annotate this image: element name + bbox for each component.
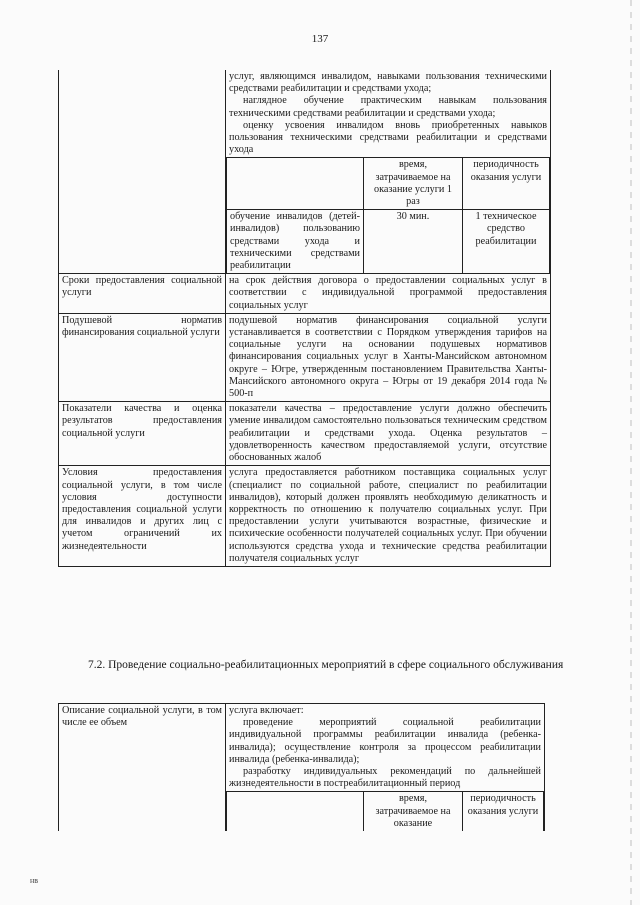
inner-header-empty — [227, 158, 364, 210]
row-label: Показатели качества и оценка результатов предоставления социальной услуги — [59, 402, 226, 466]
table-row-continuation — [59, 70, 551, 274]
row-label: Подушевой норматив финансирования социальной услуги — [59, 313, 226, 401]
section-heading — [40, 658, 580, 672]
table-row — [59, 402, 551, 466]
section-heading-text: 7.2. Проведение социально-реабилитационных мероприятий в сфере социального обслуживания — [88, 659, 564, 671]
row-label: Описание социальной услуги, в том числе ее объем — [59, 704, 226, 832]
table-row — [59, 466, 551, 567]
inner-periodicity-value: 1 техническое средство реабилитации — [463, 210, 550, 274]
page-number: 137 — [311, 33, 329, 45]
inner-time-value: 30 мин. — [364, 210, 463, 274]
time-table — [226, 791, 544, 831]
inner-header-periodicity: периодичность оказания услуги — [463, 792, 544, 831]
inner-header-periodicity: периодичность оказания услуги — [463, 158, 550, 210]
row-text: показатели качества – предоставление услуги должно обеспечить умение инвалидом самостоятельно пользоваться техническим средством реабилитации и средствами ухода. Оценка результатов – удовлетворенность качеством предоставляемой услуги, отсутствие обоснованных жалоб — [226, 402, 551, 466]
row-text — [226, 704, 545, 832]
table-row — [59, 704, 545, 832]
row-label: Сроки предоставления социальной услуги — [59, 274, 226, 314]
inner-service-name: обучение инвалидов (детей-инвалидов) пользованию средствами ухода и техническими средствами реабилитации — [227, 210, 364, 274]
intro-text: услуга включает: — [229, 705, 304, 716]
paragraph: проведение мероприятий социальной реабилитации индивидуальной программы реабилитации инвалида (ребенка-инвалида); осуществление контроля за процессом реабилитации инвалида (ребенка-инвалида); — [229, 717, 541, 765]
empty-label-cell — [59, 70, 226, 274]
inner-header-time: время, затрачиваемое на оказание услуги 1 раз — [364, 158, 463, 210]
inner-header-empty — [227, 792, 364, 831]
time-table — [226, 157, 550, 273]
continuation-cell — [226, 70, 551, 274]
table-row — [59, 313, 551, 401]
row-text: подушевой норматив финансирования социальной услуги устанавливается в соответствии с Порядком утверждения тарифов на социальные услуги на основании подушевых нормативов финансирования социальных услуг в Ханты-Мансийском автономном округе – Югре, утвержденным постановлением Правительства Ханты-Мансийского автономного округа – Югры от 19 декабря 2014 года № 500-п — [226, 313, 551, 401]
paragraph: наглядное обучение практическим навыкам пользования техническими средствами реабилитации и средствами ухода; — [229, 95, 547, 119]
paragraph: разработку индивидуальных рекомендаций по дальнейшей жизнедеятельности в постреабилитационный период — [229, 766, 541, 790]
footer-mark: нв — [30, 876, 39, 885]
paragraph: оценку усвоения инвалидом вновь приобретенных навыков пользования техническими средствами реабилитации и средствами ухода — [229, 119, 547, 156]
table-row — [59, 274, 551, 314]
inner-header-time: время, затрачиваемое на оказание — [364, 792, 463, 831]
row-text: услуга предоставляется работником поставщика социальных услуг (специалист по социальной работе, специалист по реабилитации инвалидов), который должен проявлять необходимую деликатность и корректность по отношению к получателю социальных услуг. При предоставлении услуги учитываются возрастные, физические и психические особенности получателей социальных услуг. При обучении используются средства ухода и технические средства реабилитации получателя социальных услуг — [226, 466, 551, 567]
row-label: Условия предоставления социальной услуги, в том числе условия доступности предоставления социальной услуги для инвалидов и других лиц с учетом ограничений их жизнедеятельности — [59, 466, 226, 567]
scan-edge — [630, 0, 632, 905]
row-text: на срок действия договора о предоставлении социальных услуг в соответствии с индивидуальной программой предоставления социальных услуг — [226, 274, 551, 314]
paragraph: услуг, являющимся инвалидом, навыками пользования техническими средствами реабилитации и средствами ухода; — [229, 71, 547, 95]
services-table — [58, 70, 551, 567]
description-table — [58, 703, 545, 831]
